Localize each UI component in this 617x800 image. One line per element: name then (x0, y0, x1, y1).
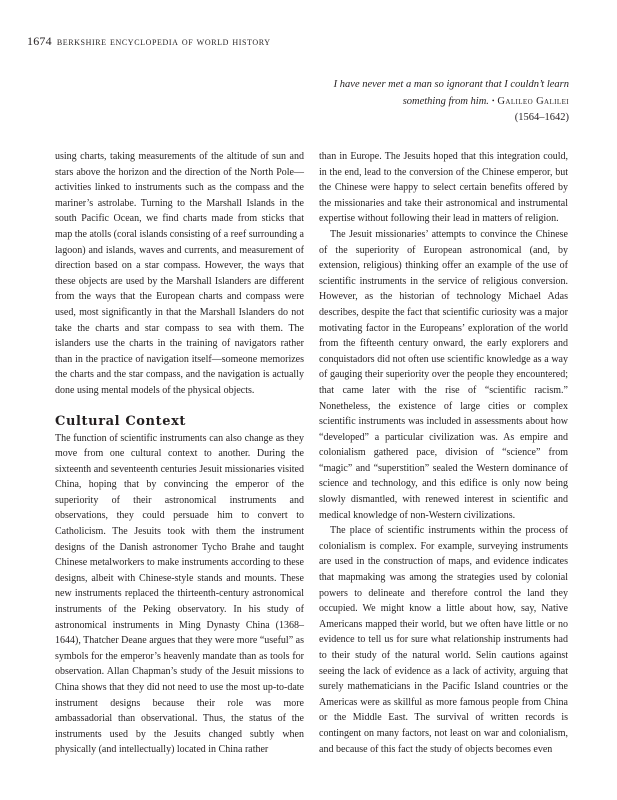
paragraph: using charts, taking measurements of the altitude of sun and stars above the horizon and the direction of the North Pole—activities linked to instruments such as the compass and the mariner’s astrolabe. Turning to the Marshall Islands in the south Pacific Ocean, we find charts made from sticks that map the atolls (coral islands consisting of a reef surrounding a lagoon) and islands, waves and currents, and measurement of direction based on a star compass. However, the ways that these objects are used by the Marshall Islanders are different from the ways that the European charts and compass were used, most significantly in that the Marshall Islanders do not take the charts and star compass to sea with them. The islanders use the charts in the training of navigators rather than in the practice of navigation itself—someone memorizes the charts and the star compass, and the navigation is actually done using mental models of the physical objects. (55, 151, 304, 396)
epigraph-dates: (1564–1642) (514, 112, 569, 123)
book-title: berkshire encyclopedia of world history (56, 36, 271, 48)
page-number: 1674 (27, 34, 52, 48)
bullet-icon: • (491, 97, 495, 105)
paragraph: The place of scientific instruments within the process of colonialism is complex. For example, surveying instruments are used in the construction of maps, and evidence indicates that mapmaking was among the strategies used by colonial powers to delineate and therefore control the land they occupied. We might know a little about how, say, Native Americans mapped their world, but we often have little or no evidence to tell us for sure what relationship instruments had to their study of the natural world. Selin cautions against seeing the lack of evidence as a lack of activity, arguing that surely mathematicians in the Pacific Island countries or the Americas were as skillful as more famous people from China or the Middle East. The survival of written records is contingent on many factors, not least on war and colonialism, and because of this fact the study of objects becomes even (319, 525, 568, 755)
left-column (55, 149, 304, 758)
right-column (319, 149, 568, 757)
running-header (27, 34, 271, 49)
paragraph: The function of scientific instruments can also change as they move from one cultural context to another. During the sixteenth and seventeenth centuries Jesuit missionaries visited China, hoping that by convincing the emperor of the superiority of their astronomical instruments and observations, they could persuade him to convert to Catholicism. The Jesuits took with them the instrument designs of the Danish astronomer Tycho Brahe and taught Chinese metalworkers to make instruments according to these designs, albeit with Chinese-style stands and mounts. These new instruments replaced the thirteenth-century astronomical instruments of the Peking observatory. In his study of astronomical instruments in Ming Dynasty China (1368–1644), Thatcher Deane argues that they were more “useful” as symbols for the emperor’s heavenly mandate than as tools for observation. Allan Chapman’s study of the Jesuit missions to China shows that they did not need to use the most up-to-date instrument designs because their role was more ambassadorial than observational. Thus, the status of the instruments used by the Jesuits changed subtly when physically (and intellectually) located in China rather (55, 432, 304, 756)
paragraph: than in Europe. The Jesuits hoped that this integration could, in the end, lead to the conversion of the Chinese emperor, but the Chinese were happy to select certain benefits offered by the missionaries and take their astronomical and instrumental expertise without following their lead in matters of religion. (319, 151, 568, 225)
section-heading: Cultural Context (55, 413, 187, 429)
paragraph: The Jesuit missionaries’ attempts to convince the Chinese of the superiority of European astronomical (and, by extension, religious) thinking offer an example of the use of scientific instruments in the service of religious conversion. However, as the historian of technology Michael Adas describes, despite the fact that scientific curiosity was a major motivating factor in the Europeans’ exploration of the world from the fifteenth century onward, the early explorers and conquistadors did not often use scientific knowledge as a way of gauging their superiority over the people they encountered; that came later with the rise of “scientific racism.” Nonetheless, the existence of large cities or complex scientific instruments was included in assessments about how “developed” a particular civilization was. As empire and colonialism gathered pace, division of “science” from “magic” and “superstition” sealed the Western dominance of science and technology, and this edifice is only now being slowly dismantled, with renewed interest in scientific and medical knowledge of non-Western civilizations. (319, 228, 568, 521)
epigraph-quote: I have never met a man so ignorant that I couldn’t learn something from him. (333, 79, 569, 107)
epigraph (319, 77, 569, 126)
epigraph-author: Galileo Galilei (497, 96, 569, 107)
